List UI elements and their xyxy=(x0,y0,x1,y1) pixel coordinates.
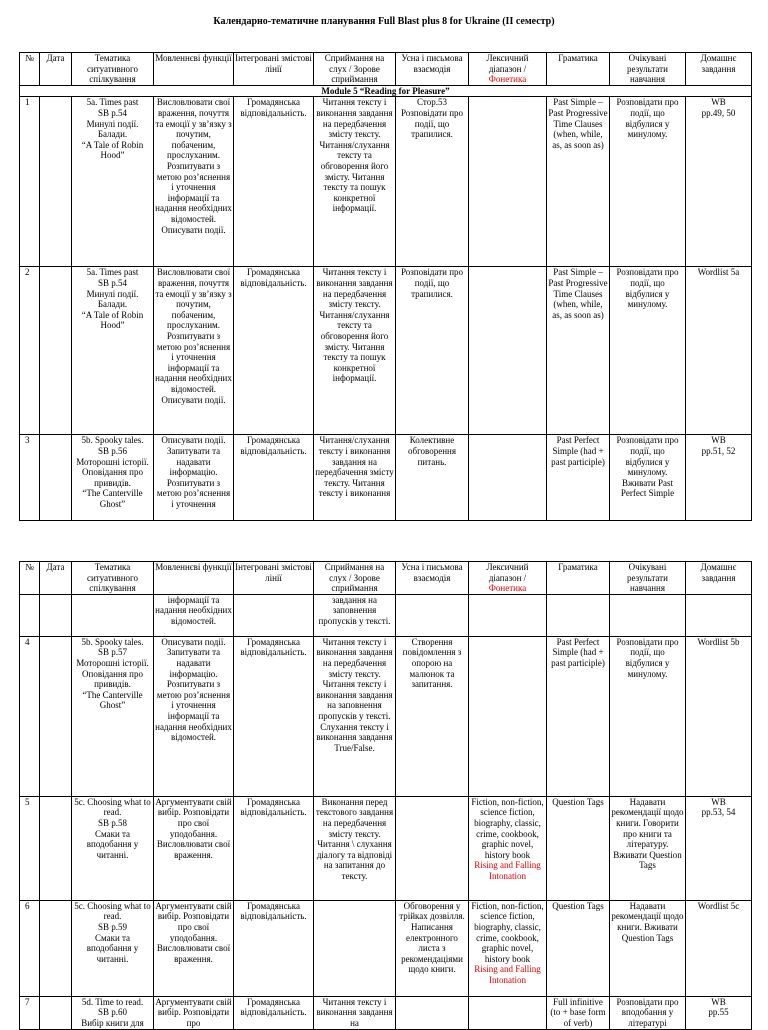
header-phonetics-label: Фонетика xyxy=(488,74,527,85)
cell-topic: 5a. Times past SB p.54 Минулі події. Балади. “A Tale of Robin Hood” xyxy=(72,97,154,267)
cell-homework: Wordlist 5a xyxy=(686,267,752,435)
cell-content-lines: Громадянська відповідальність. xyxy=(234,435,314,521)
cell-number: 4 xyxy=(20,636,40,796)
cell-listening: Читання тексту і виконання завдання на передбачення змісту тексту. Читання/слухання тексту та обговорення його змісту. Читання тексту та пошук конкретної інформації. xyxy=(314,97,396,267)
cell-date xyxy=(40,594,72,636)
cell-grammar: Past Simple – Past Progressive Time Clauses (when, while, as, as soon as) xyxy=(547,97,610,267)
header-number: № xyxy=(20,53,40,86)
cell-topic: 5b. Spooky tales. SB p.56 Моторошні історії. Оповідання про привидів. “The Canterville Ghost” xyxy=(72,435,154,521)
header-functions: Мовленнєві функції xyxy=(154,562,234,595)
cell-listening: Читання/слухання тексту і виконання завдання на передбачення змісту тексту. Читання тексту і виконання xyxy=(314,435,396,521)
cell-interaction: Колективне обговорення питань. xyxy=(396,435,469,521)
cell-homework xyxy=(686,594,752,636)
header-interaction: Усна і письмова взаємодія xyxy=(396,562,469,595)
cell-homework: WB pp.51, 52 xyxy=(686,435,752,521)
cell-content-lines: Громадянська відповідальність. xyxy=(234,97,314,267)
cell-date xyxy=(40,796,72,900)
cell-number: 1 xyxy=(20,97,40,267)
cell-date xyxy=(40,996,72,1029)
cell-results: Розповідати про події, що відбулися у минулому. Вживати Past Perfect Simple xyxy=(610,435,686,521)
header-row xyxy=(20,562,752,595)
cell-interaction xyxy=(396,996,469,1029)
lesson-row xyxy=(20,796,752,900)
lexis-words: Fiction, non-fiction, science fiction, biography, classic, crime, cookbook, graphic novel, history book xyxy=(471,796,544,860)
lesson-row xyxy=(20,996,752,1029)
cell-interaction: Створення повідомлення з опорою на малюнок та запитання. xyxy=(396,636,469,796)
cell-functions: Аргументувати свій вибір. Розповідати про свої уподобання. Висловлювати свої враження. xyxy=(154,900,234,996)
header-homework: Домашнє завдання xyxy=(686,53,752,86)
header-content-lines: Інтегровані змістові лінії xyxy=(234,53,314,86)
cell-functions: Висловлювати свої враження, почуття та емоції у зв’язку з почутим, побаченим, прослуханим. Розпитувати з метою роз’яснення і уточнення інформації та надання необхідних відомостей. Описувати події. xyxy=(154,267,234,435)
cell-homework: Wordlist 5b xyxy=(686,636,752,796)
lesson-row xyxy=(20,636,752,796)
cell-grammar: Past Simple – Past Progressive Time Clauses (when, while, as, as soon as) xyxy=(547,267,610,435)
cell-number: 3 xyxy=(20,435,40,521)
header-lexis xyxy=(469,53,547,86)
cell-results: Надавати рекомендації щодо книги. Вживати Question Tags xyxy=(610,900,686,996)
header-row xyxy=(20,53,752,86)
header-listening: Сприймання на слух / Зорове сприймання xyxy=(314,53,396,86)
header-lexis-label: Лексичний діапазон / xyxy=(486,53,529,74)
lesson-row xyxy=(20,594,752,636)
header-results: Очікувані результати навчання xyxy=(610,53,686,86)
cell-homework: WB pp.49, 50 xyxy=(686,97,752,267)
table1-body xyxy=(20,97,752,521)
header-homework: Домашнє завдання xyxy=(686,562,752,595)
schedule-table-2 xyxy=(19,561,752,1030)
lexis-phonetics: Rising and Falling Intonation xyxy=(474,964,541,985)
cell-functions: Висловлювати свої враження, почуття та емоції у зв’язку з почутим, побаченим, прослуханим. Розпитувати з метою роз’яснення і уточнення інформації та надання необхідних відомостей. Описувати події. xyxy=(154,97,234,267)
table2-body xyxy=(20,594,752,1029)
header-topic: Тематика ситуативного спілкування xyxy=(72,53,154,86)
lexis-phonetics: Rising and Falling Intonation xyxy=(474,860,541,881)
cell-lexis xyxy=(469,267,547,435)
cell-topic: 5c. Choosing what to read. SB p.58 Смаки та вподобання у читанні. xyxy=(72,796,154,900)
cell-topic: 5c. Choosing what to read. SB p.59 Смаки та вподобання у читанні. xyxy=(72,900,154,996)
cell-date xyxy=(40,900,72,996)
cell-homework: WB pp.53, 54 xyxy=(686,796,752,900)
cell-listening: Виконання перед текстового завдання на передбачення змісту тексту. Читання \ слухання діалогу та відповіді на запитання до тексту. xyxy=(314,796,396,900)
cell-number xyxy=(20,594,40,636)
lesson-row xyxy=(20,267,752,435)
cell-lexis xyxy=(469,796,547,900)
cell-interaction: Обговорення у трійках дозвілля. Написання електронного листа з рекомендаціями щодо книги. xyxy=(396,900,469,996)
cell-listening xyxy=(314,900,396,996)
lesson-row xyxy=(20,900,752,996)
header-date: Дата xyxy=(40,53,72,86)
cell-results: Надавати рекомендації щодо книги. Говорити про книги та літературу. Вживати Question Tags xyxy=(610,796,686,900)
cell-functions: Аргументувати свій вибір. Розповідати про xyxy=(155,996,232,1028)
cell-content-lines: Громадянська відповідальність. xyxy=(234,900,314,996)
schedule-table-1 xyxy=(19,52,752,521)
cell-number: 5 xyxy=(20,796,40,900)
cell-lexis xyxy=(469,900,547,996)
header-interaction: Усна і письмова взаємодія xyxy=(396,53,469,86)
cell-homework: Wordlist 5c xyxy=(686,900,752,996)
header-date: Дата xyxy=(40,562,72,595)
cell-topic: 5a. Times past SB p.54 Минулі події. Балади. “A Tale of Robin Hood” xyxy=(72,267,154,435)
cell-listening: Читання тексту і виконання завдання на xyxy=(314,996,396,1029)
cell-functions: інформації та надання необхідних відомостей. xyxy=(154,594,234,636)
lesson-row xyxy=(20,435,752,521)
cell-content-lines: Громадянська відповідальність. xyxy=(234,636,314,796)
cell-lexis xyxy=(469,594,547,636)
header-number: № xyxy=(20,562,40,595)
cell-grammar xyxy=(547,594,610,636)
cell-grammar: Past Perfect Simple (had + past participle) xyxy=(547,435,610,521)
cell-grammar: Full infinitive (to + base form of verb) xyxy=(547,996,610,1029)
header-topic: Тематика ситуативного спілкування xyxy=(72,562,154,595)
cell-listening: Читання тексту і виконання завдання на передбачення змісту тексту. Читання/слухання тексту та обговорення його змісту. Читання тексту та пошук конкретної інформації. xyxy=(314,267,396,435)
cell-grammar: Question Tags xyxy=(547,900,610,996)
header-functions: Мовленнєві функції xyxy=(154,53,234,86)
lesson-row xyxy=(20,97,752,267)
cell-date xyxy=(40,435,72,521)
cell-results xyxy=(610,594,686,636)
cell-grammar: Past Perfect Simple (had + past participle) xyxy=(547,636,610,796)
cell-interaction: Розповідати про події, що трапилися. xyxy=(396,267,469,435)
cell-content-lines xyxy=(234,594,314,636)
cell-grammar: Question Tags xyxy=(547,796,610,900)
cell-date xyxy=(40,636,72,796)
cell-results: Розповідати про події, що відбулися у минулому. xyxy=(610,636,686,796)
cell-interaction xyxy=(396,594,469,636)
cell-content-lines: Громадянська відповідальність. xyxy=(234,796,314,900)
header-content-lines: Інтегровані змістові лінії xyxy=(234,562,314,595)
cell-results: Розповідати про події, що відбулися у минулому. xyxy=(610,267,686,435)
cell-results: Розповідати про події, що відбулися у минулому. xyxy=(610,97,686,267)
cell-functions: Аргументувати свій вибір. Розповідати про свої уподобання. Висловлювати свої враження. xyxy=(154,796,234,900)
cell-lexis xyxy=(469,97,547,267)
cell-content-lines: Громадянська відповідальність. xyxy=(234,996,314,1029)
cell-listening: завдання на заповнення пропусків у тексті. xyxy=(314,594,396,636)
document-title: Календарно-тематичне планування Full Blast plus 8 for Ukraine (II семестр) xyxy=(213,16,555,27)
cell-functions: Описувати події. Запитувати та надавати інформацію. Розпитувати з метою роз’яснення і уточнення інформації та надання необхідних відомостей. xyxy=(154,636,234,796)
header-results: Очікувані результати навчання xyxy=(610,562,686,595)
cell-lexis xyxy=(469,636,547,796)
header-grammar: Граматика xyxy=(547,562,610,595)
cell-interaction xyxy=(396,796,469,900)
cell-topic: 5d. Time to read. SB p.60 Вибір книги для xyxy=(72,996,154,1029)
cell-lexis xyxy=(469,996,547,1029)
cell-number: 7 xyxy=(20,996,40,1029)
header-lexis-label: Лексичний діапазон / xyxy=(486,562,529,583)
header-lexis xyxy=(469,562,547,595)
module-row xyxy=(20,85,752,97)
lexis-words: Fiction, non-fiction, science fiction, biography, classic, crime, cookbook, graphic novel, history book xyxy=(471,900,544,964)
cell-date xyxy=(40,267,72,435)
cell-topic: 5b. Spooky tales. SB p.57 Моторошні історії. Оповідання про привидів. “The Canterville Ghost” xyxy=(72,636,154,796)
module-title: Module 5 “Reading for Pleasure” xyxy=(20,85,752,97)
cell-results: Розповідати про вподобання у літературі xyxy=(610,996,686,1029)
cell-interaction: Стор.53 Розповідати про події, що трапилися. xyxy=(396,97,469,267)
cell-lexis xyxy=(469,435,547,521)
header-phonetics-label: Фонетика xyxy=(488,583,527,594)
header-grammar: Граматика xyxy=(547,53,610,86)
cell-topic xyxy=(72,594,154,636)
cell-homework: WB pp.55 xyxy=(686,996,752,1029)
cell-content-lines: Громадянська відповідальність. xyxy=(234,267,314,435)
cell-number: 2 xyxy=(20,267,40,435)
header-listening: Сприймання на слух / Зорове сприймання xyxy=(314,562,396,595)
cell-listening: Читання тексту і виконання завдання на передбачення змісту тексту. Читання тексту і виконання завдання на заповнення пропусків у тексті. Слухання тексту і виконання завдання True/False. xyxy=(314,636,396,796)
cell-functions: Описувати події. Запитувати та надавати інформацію. Розпитувати з метою роз’яснення і уточнення xyxy=(154,435,234,521)
cell-date xyxy=(40,97,72,267)
cell-number: 6 xyxy=(20,900,40,996)
